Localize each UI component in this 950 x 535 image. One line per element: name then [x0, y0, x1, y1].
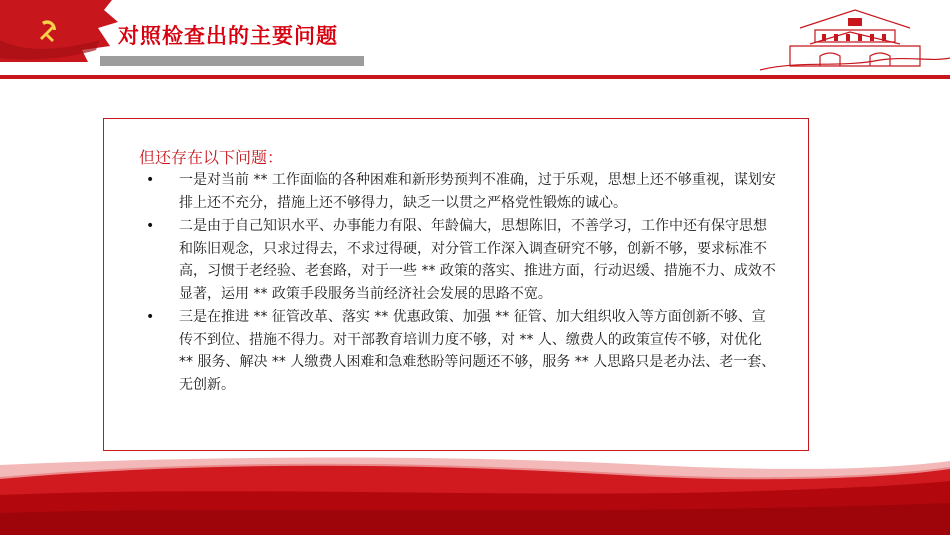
footer-wave: [0, 455, 950, 535]
page-title: 对照检查出的主要问题: [118, 24, 338, 48]
header-divider: [0, 75, 950, 79]
problem-list: [146, 169, 779, 397]
list-item-text: 三是在推进 ** 征管改革、落实 ** 优惠政策、加强 ** 征管、加大组织收入等方面创新不够、宣传不到位、措施不得力。对干部教育培训力度不够，对 ** 人、缴费人的政策宣传不够，对优化 ** 服务、解决 ** 人缴费人困难和急难愁盼等问题还不够，服务 ** 人思路只是老办法、老一套、无创新。: [179, 309, 776, 393]
list-item-text: 二是由于自己知识水平、办事能力有限、年龄偏大，思想陈旧，不善学习，工作中还有保守思想和陈旧观念，只求过得去，不求过得硬，对分管工作深入调查研究不够，创新不够，要求标准不高，习惯于老经验、老套路，对于一些 ** 政策的落实、推进方面，行动迟缓、措施不力、成效不显著，运用 ** 政策手段服务当前经济社会发展的思路不宽。: [179, 218, 776, 302]
title-underline: [100, 56, 364, 66]
bullet-icon: •: [146, 218, 155, 234]
list-item: [146, 169, 779, 214]
party-flag-icon: [0, 0, 120, 62]
problems-box: [103, 118, 809, 451]
intro-text: 但还存在以下问题：: [139, 148, 284, 167]
list-item-text: 一是对当前 ** 工作面临的各种困难和新形势预判不准确，过于乐观，思想上还不够重视，谋划安排上还不充分，措施上还不够得力，缺乏一以贯之严格党性锻炼的诚心。: [179, 172, 776, 211]
list-item: [146, 306, 779, 396]
slide-header: [0, 0, 950, 80]
list-item: [146, 215, 779, 305]
bullet-icon: •: [146, 172, 155, 188]
tiananmen-gate-icon: [760, 0, 950, 72]
bullet-icon: •: [146, 309, 155, 325]
